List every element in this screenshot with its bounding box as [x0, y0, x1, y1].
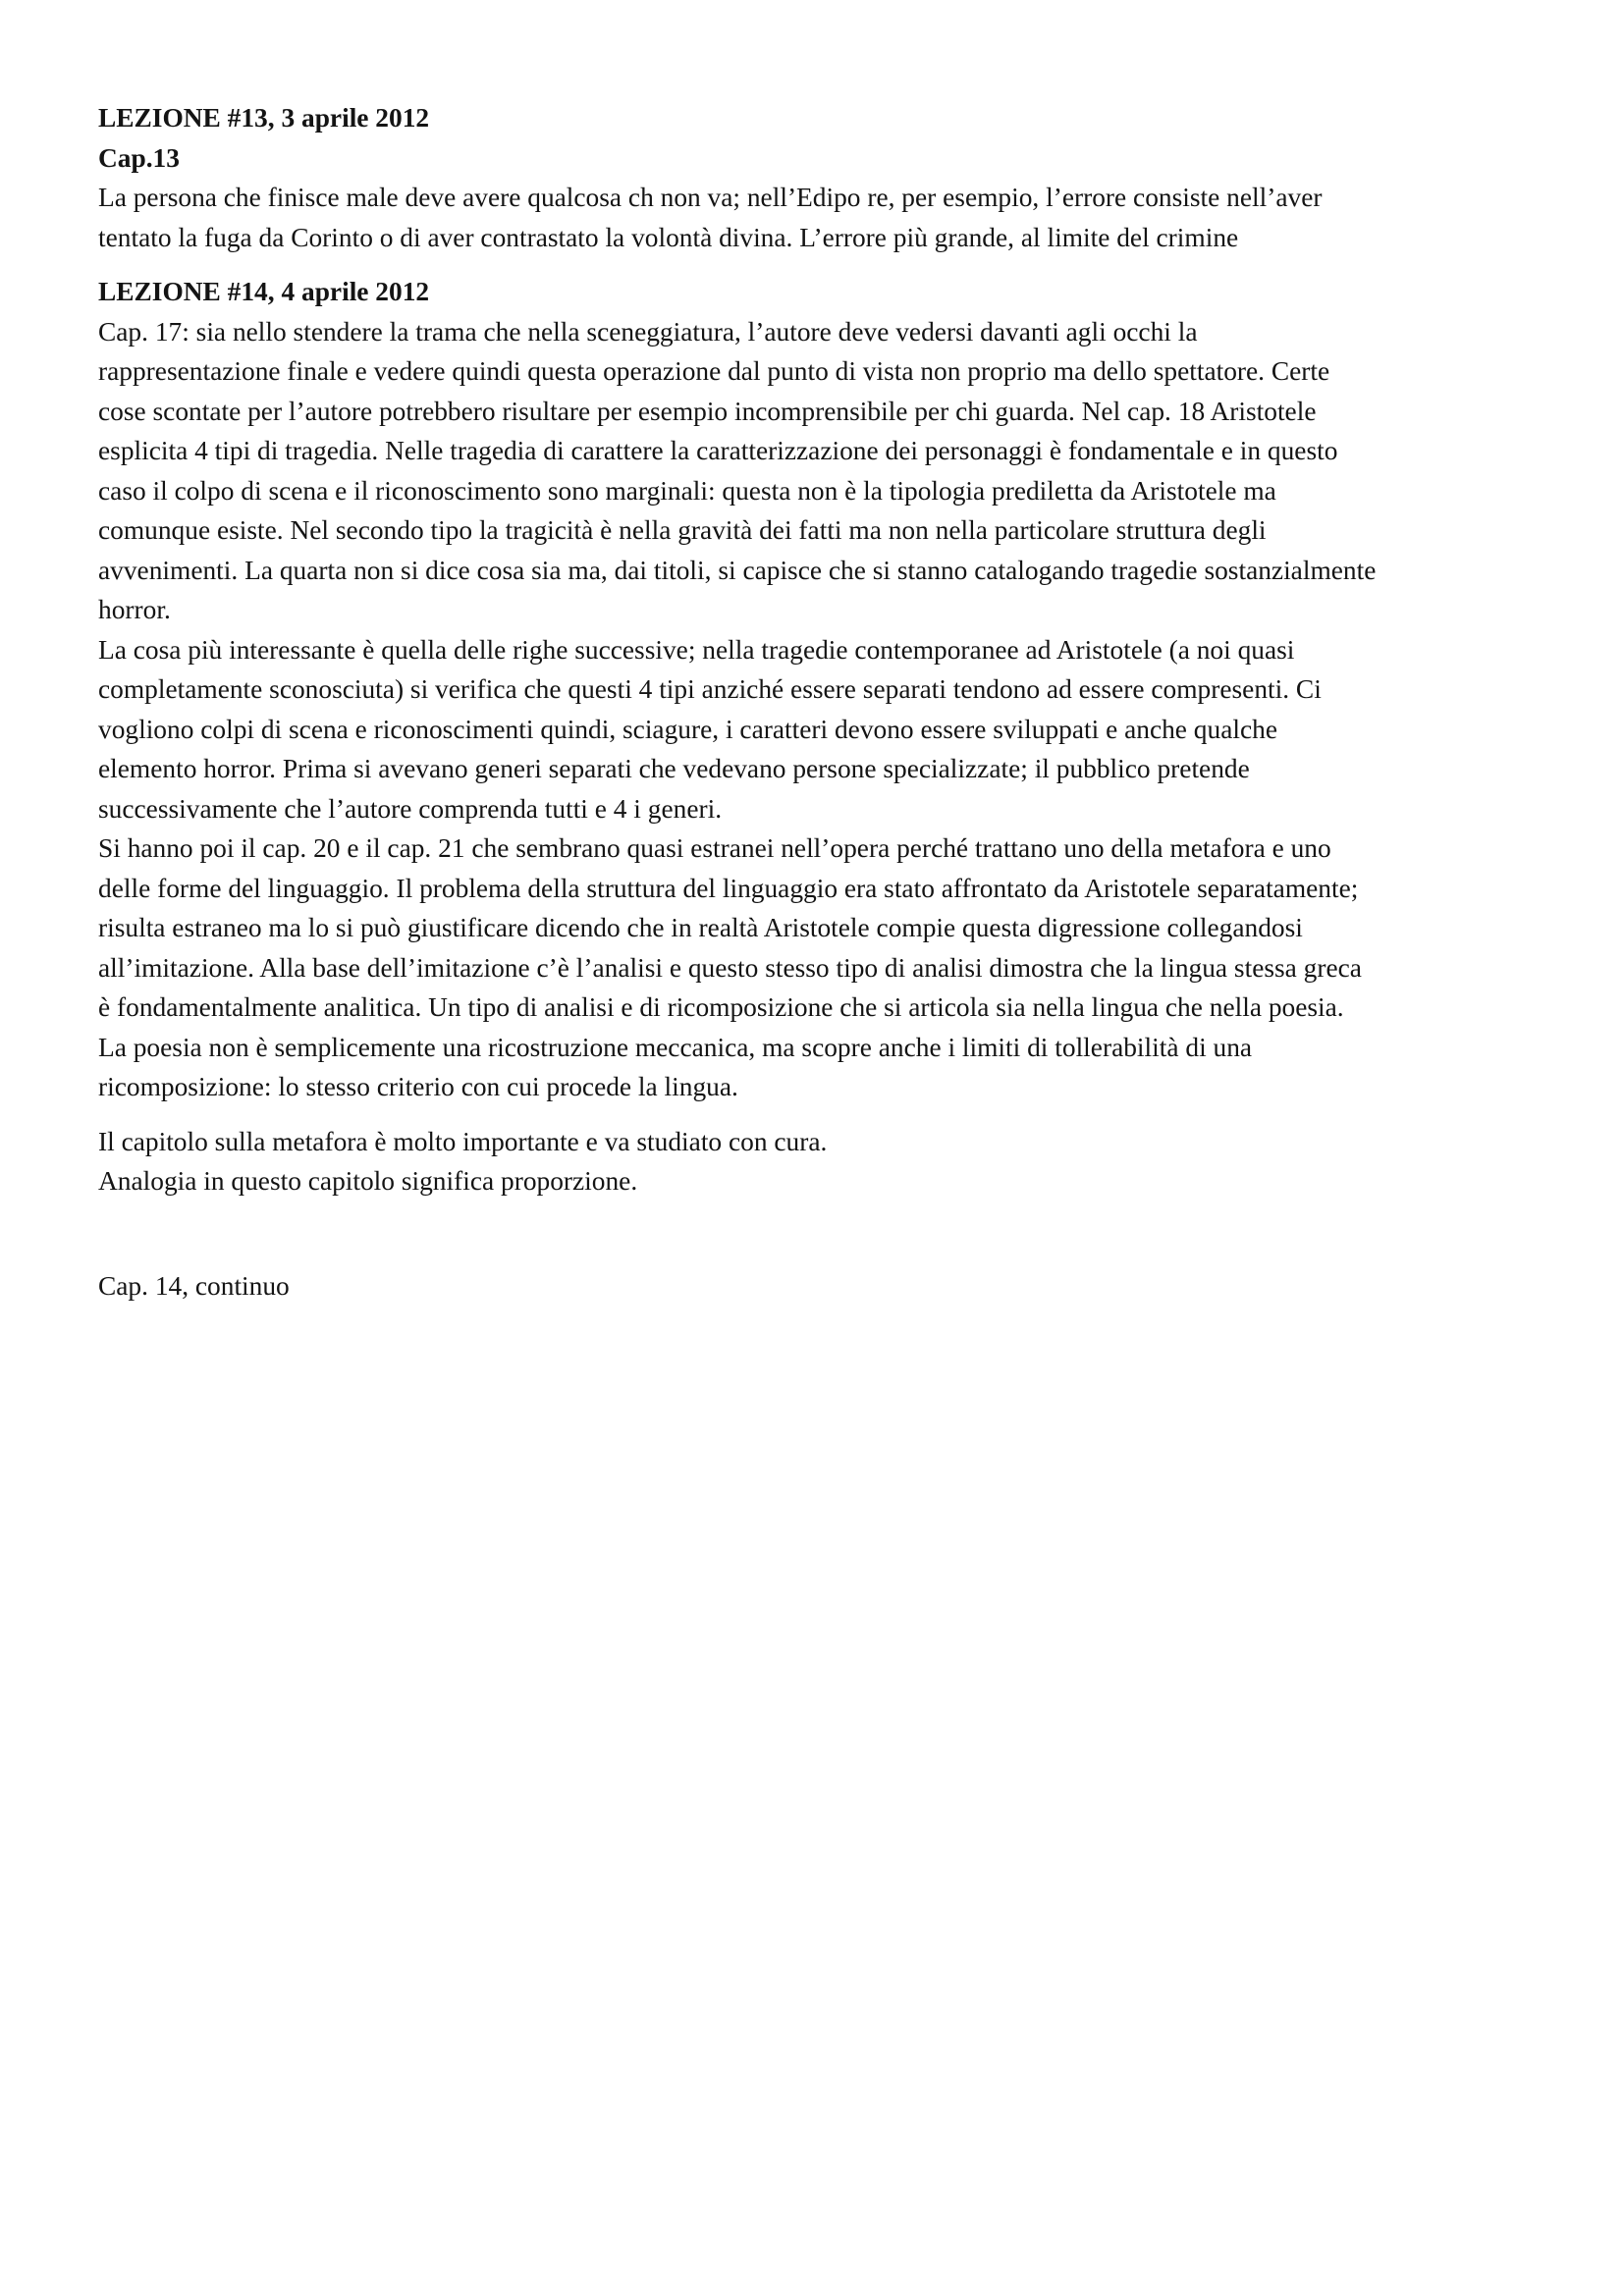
- text-line: Cap. 17: sia nello stendere la trama che nella sceneggiatura, l’autore deve vedersi davanti agli occhi la: [98, 316, 1198, 347]
- text-line: Si hanno poi il cap. 20 e il cap. 21 che sembrano quasi estranei nell’opera perché trattano uno della metafora e uno: [98, 833, 1331, 863]
- lesson13-chapter: Cap.13: [98, 142, 180, 173]
- metaphor-paragraph: [98, 1122, 1551, 1201]
- lesson14-heading: LEZIONE #14, 4 aprile 2012: [98, 277, 430, 306]
- text-line: risulta estraneo ma lo si può giustificare dicendo che in realtà Aristotele compie questa digressione collegandosi: [98, 913, 1303, 942]
- text-line: delle forme del linguaggio. Il problema della struttura del linguaggio era stato affrontato da Aristotele separatamente;: [98, 873, 1359, 903]
- lesson13-heading: LEZIONE #13, 3 aprile 2012: [98, 103, 430, 133]
- text-line: Analogia in questo capitolo significa proporzione.: [98, 1166, 638, 1196]
- text-line: all’imitazione. Alla base dell’imitazione c’è l’analisi e questo stesso tipo di analisi dimostra che la lingua stessa greca: [98, 952, 1362, 983]
- text-line: ricomposizione: lo stesso criterio con cui procede la lingua.: [98, 1072, 738, 1101]
- lesson14-paragraph: [98, 312, 1551, 1107]
- text-line: tentato la fuga da Corinto o di aver contrastato la volontà divina. L’errore più grande, al limite del crimine: [98, 222, 1239, 252]
- text-line: elemento horror. Prima si avevano generi separati che vedevano persone specializzate; il pubblico pretende: [98, 754, 1250, 783]
- text-line: rappresentazione finale e vedere quindi questa operazione dal punto di vista non proprio ma dello spettatore. Certe: [98, 356, 1330, 386]
- text-line: è fondamentalmente analitica. Un tipo di analisi e di ricomposizione che si articola sia nella lingua che nella poesia.: [98, 992, 1344, 1022]
- text-line: comunque esiste. Nel secondo tipo la tragicità è nella gravità dei fatti ma non nella particolare struttura degli: [98, 515, 1267, 545]
- text-line: esplicita 4 tipi di tragedia. Nelle tragedia di carattere la caratterizzazione dei personaggi è fondamentale e in questo: [98, 436, 1338, 465]
- text-line: successivamente che l’autore comprenda tutti e 4 i generi.: [98, 793, 723, 824]
- text-line: vogliono colpi di scena e riconoscimenti quindi, sciagure, i caratteri devono essere sviluppati e anche qualche: [98, 714, 1277, 744]
- text-line: caso il colpo di scena e il riconoscimento sono marginali: questa non è la tipologia prediletta da Aristotele ma: [98, 475, 1276, 506]
- text-line: cose scontate per l’autore potrebbero risultare per esempio incomprensibile per chi guarda. Nel cap. 18 Aristotele: [98, 396, 1317, 426]
- text-line: Il capitolo sulla metafora è molto importante e va studiato con cura.: [98, 1126, 828, 1156]
- text-line: avvenimenti. La quarta non si dice cosa sia ma, dai titoli, si capisce che si stanno catalogando tragedie sostanzialmente: [98, 555, 1377, 585]
- text-line: La cosa più interessante è quella delle righe successive; nella tragedie contemporanee ad Aristotele (a noi quasi: [98, 634, 1295, 665]
- text-line: completamente sconosciuta) si verifica che questi 4 tipi anziché essere separati tendono ad essere compresenti. Ci: [98, 674, 1322, 704]
- text-line: horror.: [98, 595, 171, 624]
- lesson13-paragraph: [98, 178, 1551, 257]
- text-line: La persona che finisce male deve avere qualcosa ch non va; nell’Edipo re, per esempio, l’errore consiste nell’aver: [98, 183, 1323, 212]
- text-line: La poesia non è semplicemente una ricostruzione meccanica, ma scopre anche i limiti di tollerabilità di una: [98, 1032, 1253, 1062]
- document-page: [98, 98, 1551, 1306]
- closing-line: Cap. 14, continuo: [98, 1270, 290, 1301]
